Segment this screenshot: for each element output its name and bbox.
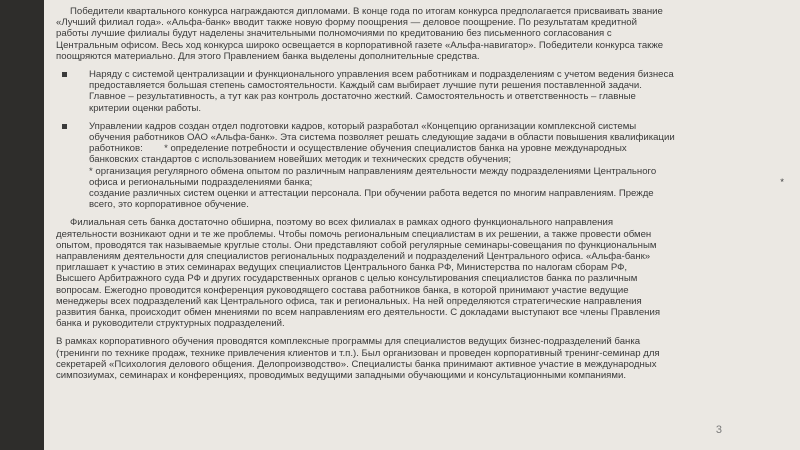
bullet-square-icon (62, 72, 67, 77)
paragraph-branch-network (56, 217, 792, 329)
left-decorative-bar (0, 0, 44, 450)
text-line: (тренинги по технике продаж, технике привлечения клиентов и т.п.). Был организован и проведен корпоративный тренинг-семинар для (56, 347, 660, 359)
text-line: всего, это корпоративное обучение. (89, 199, 249, 211)
text-line: деятельности возникают одни и те же проблемы. Чтобы помочь региональным специалистам в их решении, а также провести обмен (56, 228, 652, 240)
text-line: Управлении кадров создан отдел подготовки кадров, который разработал «Концепцию организации комплексной системы (89, 120, 637, 132)
text-line-with-asterisk (89, 177, 792, 188)
text-line: поощряются материально. Для этого Правлением банка выделены дополнительные средства. (56, 50, 480, 62)
text-line: обучения работников ОАО «Альфа-банк». Эта система позволяет решать следующие задачи в области повышения квалификации (89, 132, 675, 144)
paragraph-corporate-training (56, 336, 792, 381)
text-line: секретарей «Психология делового общения. Делопроизводство». Специалисты банка принимают активное участие в международных (56, 358, 657, 370)
text-line: предоставляется большая степень самостоятельности. Каждый сам выбирает лучшие пути решения поставленной задачи. (89, 80, 642, 92)
text-line: Наряду с системой централизации и функционального управления всем работникам и подразделениям с учетом ведения бизнеса (89, 69, 674, 81)
text-line: банковских стандартов с использованием новейших методик и технических средств обучения; (89, 154, 512, 166)
text-line: менеджеры всех подразделений как Центрального офиса, так и региональных. На ней определяются стратегические направления (56, 295, 642, 307)
text-line: Победители квартального конкурса награждаются дипломами. В конце года по итогам конкурса предполагается присваивать звание (70, 6, 663, 17)
text-line: приглашает к участию в этих семинарах ведущих специалистов Центрального банка РФ, Министерства по налогам сборам РФ, (56, 262, 628, 274)
text-line: Центральным офисом. Весь ход конкурса широко освещается в корпоративной газете «Альфа-навигатор». Победители конкурса также (56, 39, 664, 51)
text-line: * организация регулярного обмена опытом по различным направлениям деятельности между подразделениями Центрального (89, 165, 657, 177)
bullet-square-icon (62, 124, 67, 129)
text-line: симпозиумах, семинарах и конференциях, проводимых ведущими западными обучающими и консультационными компаниями. (56, 370, 626, 382)
text-line: работы лучшие филиалы будут наделены значительными полномочиями по кредитованию без письменного согласования с (56, 28, 612, 40)
text-line: работников: * определение потребности и осуществление обучения специалистов банка на уровне международных (89, 143, 627, 155)
text-line: Высшего Арбитражного суда РФ и других государственных органов с целью консультирования специалистов банка по различным (56, 273, 638, 285)
text-line: Филиальная сеть банка достаточно обширна, поэтому во всех филиалах в рамках одного функционального направления (70, 217, 614, 229)
text-line: направлениям деятельности для специалистов региональных подразделений и подразделений Центрального офиса. «Альфа-банк» (56, 251, 651, 263)
text-line: офиса и региональными подразделениями банка; (89, 176, 313, 188)
trailing-asterisk: * (780, 176, 784, 188)
paragraph-awards (56, 6, 792, 62)
text-line: Главное – результативность, а тут как раз контроль достаточно жесткий. Самостоятельность и ответственность – главные (89, 91, 636, 103)
text-line: создание различных систем оценки и аттестации персонала. При обучении работа ведется по многим направлениям. Прежде (89, 188, 654, 200)
slide-content (56, 6, 792, 388)
text-line: критерии оценки работы. (89, 102, 202, 114)
bullet-autonomy (56, 69, 792, 114)
text-line: банка и руководители структурных подразделений. (56, 318, 285, 330)
text-line: вопросам. Ежегодно проводится конференция руководящего состава работников банка, в которой принимают участие ведущие (56, 284, 629, 296)
text-line: В рамках корпоративного обучения проводятся комплексные программы для специалистов ведущих бизнес-подразделений банка (56, 336, 641, 348)
bullet-training-department (56, 121, 792, 211)
text-line: опытом, проводятся так называемые круглые столы. Они представляют собой регулярные семинары-совещания по функциональным (56, 239, 657, 251)
page-number: 3 (715, 424, 722, 436)
text-line: «Лучший филиал года». «Альфа-банк» вводит также новую форму поощрения — деловое поощрение. По результатам кредитной (56, 17, 637, 29)
text-line: развития банка, происходит обмен мнениями по всем направлениям его деятельности. С докладами выступают все члены Правления (56, 307, 661, 319)
